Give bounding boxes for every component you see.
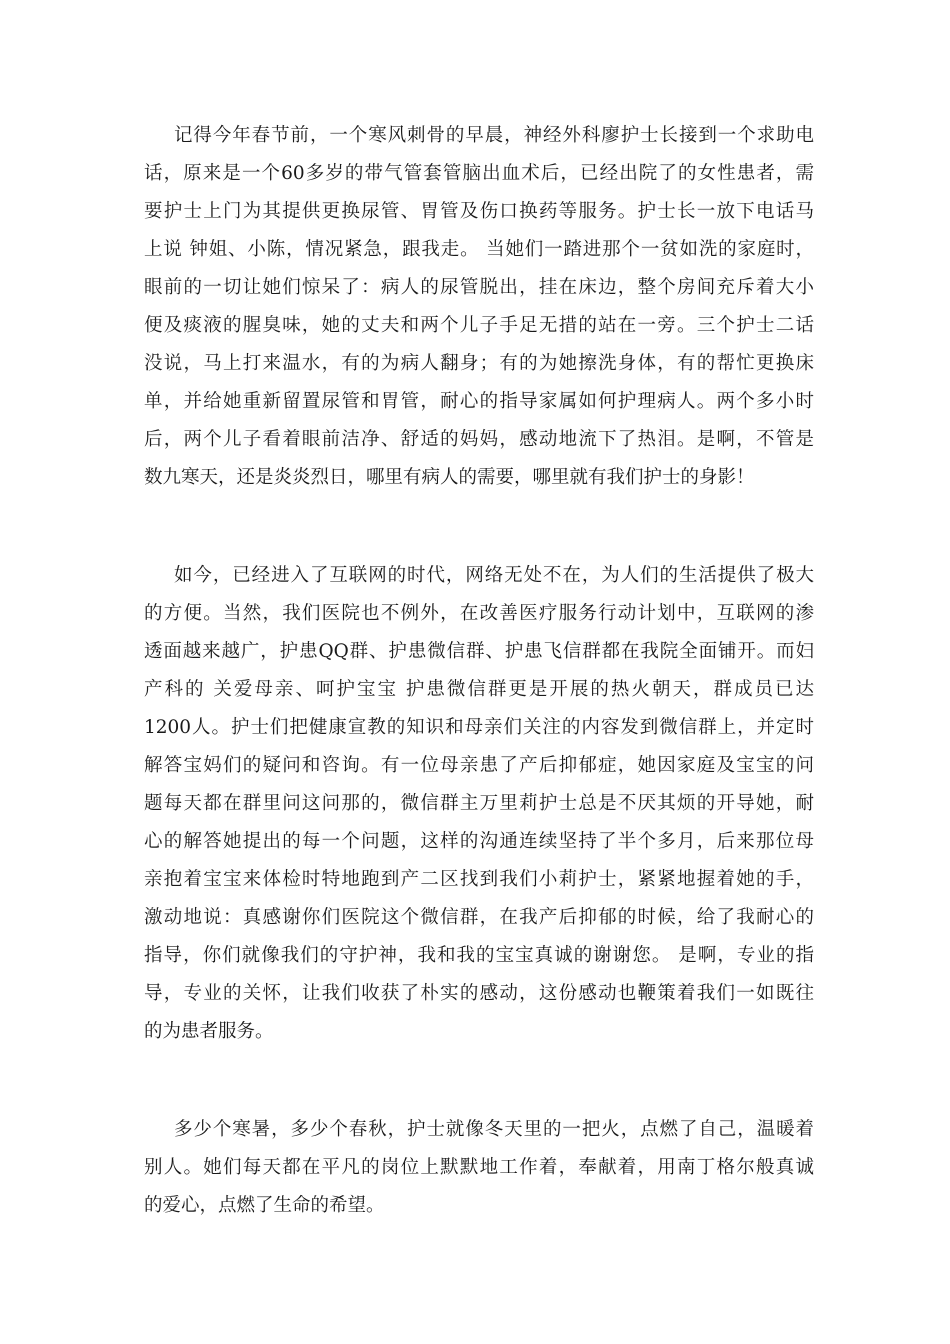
paragraph-line: 透面越来越广，护患QQ群、护患微信群、护患飞信群都在我院全面铺开。而妇 [144, 641, 814, 662]
paragraph-line: 多少个寒暑，多少个春秋，护士就像冬天里的一把火，点燃了自己，温暖着 [174, 1119, 814, 1140]
paragraph-line: 的爱心，点燃了生命的希望。 [144, 1195, 385, 1216]
paragraph-line: 导，专业的关怀，让我们收获了朴实的感动，这份感动也鞭策着我们一如既往 [144, 983, 814, 1004]
paragraph-line: 话，原来是一个60多岁的带气管套管脑出血术后，已经出院了的女性患者，需 [144, 163, 814, 184]
paragraph-line: 记得今年春节前，一个寒风刺骨的早晨，神经外科廖护士长接到一个求助电 [174, 125, 814, 146]
paragraph-line: 要护士上门为其提供更换尿管、胃管及伤口换药等服务。护士长一放下电话马 [144, 201, 814, 222]
paragraph-line: 便及痰液的腥臭味，她的丈夫和两个儿子手足无措的站在一旁。三个护士二话 [144, 315, 814, 336]
paragraph-line: 解答宝妈们的疑问和咨询。有一位母亲患了产后抑郁症，她因家庭及宝宝的问 [144, 755, 814, 776]
paragraph-line: 单，并给她重新留置尿管和胃管，耐心的指导家属如何护理病人。两个多小时 [144, 391, 814, 412]
paragraph-line: 的为患者服务。 [144, 1021, 274, 1042]
paragraph-line: 上说 钟姐、小陈，情况紧急，跟我走。 当她们一踏进那个一贫如洗的家庭时， [144, 239, 814, 260]
paragraph-line: 指导，你们就像我们的守护神，我和我的宝宝真诚的谢谢您。 是啊，专业的指 [144, 945, 814, 966]
paragraph-line: 激动地说：真感谢你们医院这个微信群，在我产后抑郁的时候，给了我耐心的 [144, 907, 814, 928]
paragraph-line: 产科的 关爱母亲、呵护宝宝 护患微信群更是开展的热火朝天，群成员已达 [144, 679, 814, 700]
paragraph-line: 心的解答她提出的每一个问题，这样的沟通连续坚持了半个多月，后来那位母 [144, 831, 814, 852]
paragraph-line: 如今，已经进入了互联网的时代，网络无处不在，为人们的生活提供了极大 [174, 565, 814, 586]
paragraph-line: 亲抱着宝宝来体检时特地跑到产二区找到我们小莉护士，紧紧地握着她的手， [144, 869, 814, 890]
paragraph-line: 后，两个儿子看着眼前洁净、舒适的妈妈，感动地流下了热泪。是啊，不管是 [144, 429, 814, 450]
paragraph-line: 眼前的一切让她们惊呆了：病人的尿管脱出，挂在床边，整个房间充斥着大小 [144, 277, 814, 298]
paragraph-line: 1200人。护士们把健康宣教的知识和母亲们关注的内容发到微信群上，并定时 [144, 717, 814, 738]
paragraph-line: 别人。她们每天都在平凡的岗位上默默地工作着，奉献着，用南丁格尔般真诚 [144, 1157, 814, 1178]
paragraph-line: 题每天都在群里问这问那的，微信群主万里莉护士总是不厌其烦的开导她，耐 [144, 793, 814, 814]
paragraph-line: 数九寒天，还是炎炎烈日，哪里有病人的需要，哪里就有我们护士的身影！ [144, 467, 755, 488]
paragraph-line: 没说，马上打来温水，有的为病人翻身；有的为她擦洗身体，有的帮忙更换床 [144, 353, 814, 374]
paragraph-line: 的方便。当然，我们医院也不例外，在改善医疗服务行动计划中，互联网的渗 [144, 603, 814, 624]
